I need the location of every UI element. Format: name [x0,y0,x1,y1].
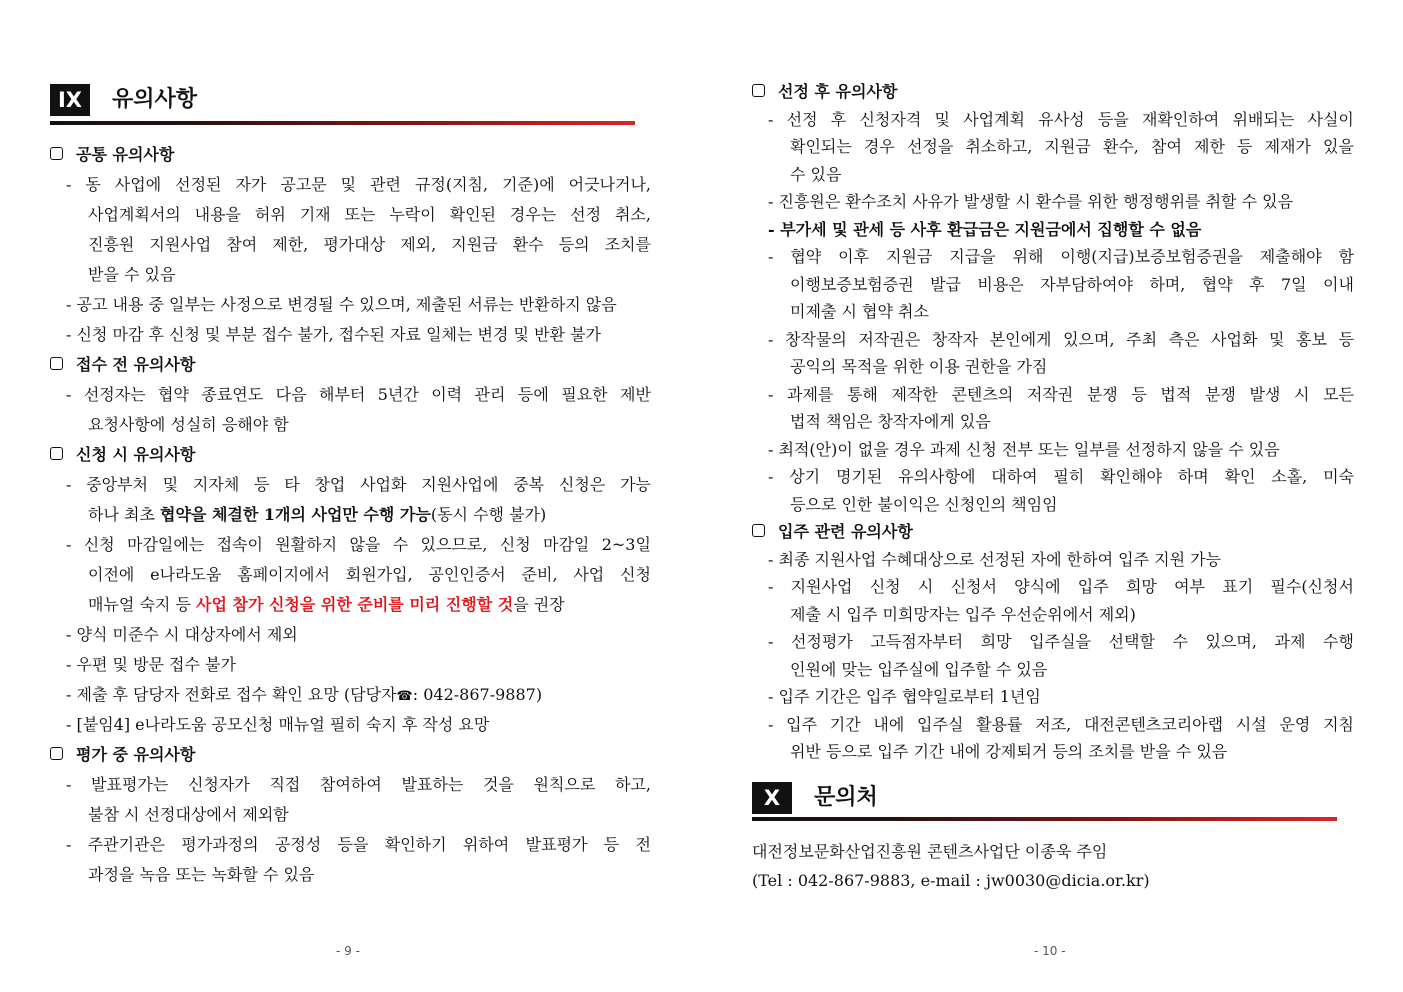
contact-details: (Tel : 042-867-9883, e-mail : jw0030@dicia.or.kr) [752,871,1150,890]
list-item-continuation: 미제출 시 협약 취소 [790,302,929,321]
checkbox-square-icon [50,147,63,160]
subsection-heading-after: 선정 후 유의사항 [752,78,1358,106]
list-item-continuation: 공익의 목적을 위한 이용 권한을 가짐 [790,357,1048,376]
section-title: 문의처 [814,785,878,810]
section-numeral: X [752,782,792,814]
list-item: - 최적(안)이 없을 경우 과제 신청 전부 또는 일부를 선정하지 않을 수 있음 [768,439,1280,459]
list-item: - 선정 후 신청자격 및 사업계획 유사성 등을 재확인하여 위배되는 사실이 [768,109,1354,129]
list-item: - 신청 마감 후 신청 및 부분 접수 불가, 접수된 자료 일체는 변경 및 반환 불가 [66,325,602,344]
right-content-notes [752,78,1358,766]
list-item: - [붙임4] e나라도움 공모신청 매뉴얼 필히 숙지 후 작성 요망 [66,715,490,734]
page-left [0,0,700,992]
list-item: - 입주 기간은 입주 협약일로부터 1년임 [768,687,1041,706]
list-item: - 선정평가 고득점자부터 희망 입주실을 선택할 수 있으며, 과제 수행 [768,632,1354,651]
page-number: - 9 - [336,944,360,958]
section-header-x [752,782,1052,814]
section-numeral: IX [50,84,90,116]
subsection-heading-common: 공통 유의사항 [50,140,655,170]
list-item-continuation: 사업계획서의 내용을 허위 기재 또는 누락이 확인된 경우는 선정 취소, [88,205,651,224]
list-item-continuation: 확인되는 경우 선정을 취소하고, 지원금 환수, 참여 제한 등 제재가 있을 [790,137,1354,156]
list-item-continuation: 불참 시 선정대상에서 제외함 [88,805,289,824]
list-item-continuation: 이행보증보험증권 발급 비용은 자부담하여야 하며, 협약 후 7일 이내 [790,274,1354,294]
list-item: - 입주 기간 내에 입주실 활용률 저조, 대전콘텐츠코리아랩 시설 운영 지침 [768,714,1354,734]
section-rule [50,121,635,125]
list-item: - 제출 후 담당자 전화로 접수 확인 요망 (담당자☎: 042-867-9887) [66,685,543,704]
list-item: - 선정자는 협약 종료연도 다음 해부터 5년간 이력 관리 등에 필요한 제반 [66,385,651,404]
checkbox-square-icon [50,357,63,370]
list-item-bold: - 부가세 및 관세 등 사후 환급금은 지원금에서 집행할 수 없음 [768,219,1202,239]
checkbox-square-icon [50,447,63,460]
list-item-continuation: 하나 최초 협약을 체결한 1개의 사업만 수행 가능(동시 수행 불가) [88,505,547,524]
list-item-continuation: 과정을 녹음 또는 녹화할 수 있음 [88,865,315,884]
subsection-heading-before: 접수 전 유의사항 [50,350,655,380]
list-item-continuation: 등으로 인한 불이익은 신청인의 책임임 [790,494,1058,514]
list-item-continuation: 법적 책임은 창작자에게 있음 [790,412,991,431]
subsection-heading-move-in: 입주 관련 유의사항 [752,518,1358,546]
list-item: - 양식 미준수 시 대상자에서 제외 [66,625,298,644]
bold-emphasis: 협약을 체결한 1개의 사업만 수행 가능 [160,505,431,524]
page-right [702,0,1402,992]
list-item: - 창작물의 저작권은 창작자 본인에게 있으며, 주최 측은 사업화 및 홍보 등 [768,329,1354,349]
subsection-heading-apply: 신청 시 유의사항 [50,440,655,470]
contact-info [752,837,1352,895]
list-item: - 공고 내용 중 일부는 사정으로 변경될 수 있으며, 제출된 서류는 반환하지 않음 [66,295,617,314]
left-content [50,140,655,890]
list-item: - 우편 및 방문 접수 불가 [66,655,236,674]
list-item-continuation: 인원에 맞는 입주실에 입주할 수 있음 [790,659,1048,679]
list-item-continuation: 위반 등으로 입주 기간 내에 강제퇴거 등의 조치를 받을 수 있음 [790,742,1228,761]
list-item: - 동 사업에 선정된 자가 공고문 및 관련 규정(지침, 기준)에 어긋나거나, [66,175,651,194]
list-item: - 협약 이후 지원금 지급을 위해 이행(지급)보증보험증권을 제출해야 함 [768,247,1354,266]
section-title: 유의사항 [112,87,198,112]
list-item-continuation: 매뉴얼 숙지 등 사업 참가 신청을 위한 준비를 미리 진행할 것을 권장 [88,595,565,614]
red-emphasis: 사업 참가 신청을 위한 준비를 미리 진행할 것 [196,595,514,614]
list-item-continuation: 진흥원 지원사업 참여 제한, 평가대상 제외, 지원금 환수 등의 조치를 [88,235,651,254]
list-item: - 최종 지원사업 수혜대상으로 선정된 자에 한하여 입주 지원 가능 [768,549,1222,569]
list-item: - 주관기관은 평가과정의 공정성 등을 확인하기 위하여 발표평가 등 전 [66,835,651,854]
list-item-continuation: 요청사항에 성실히 응해야 함 [88,415,289,434]
checkbox-square-icon [50,747,63,760]
list-item: - 상기 명기된 유의사항에 대하여 필히 확인해야 하며 확인 소홀, 미숙 [768,467,1354,486]
subsection-heading-eval: 평가 중 유의사항 [50,740,655,770]
list-item-continuation: 이전에 e나라도움 홈페이지에서 회원가입, 공인인증서 준비, 사업 신청 [88,565,651,584]
section-rule [752,817,1337,821]
list-item-continuation: 수 있음 [790,164,842,184]
section-header-ix [50,84,350,116]
list-item: - 중앙부처 및 지자체 등 타 창업 사업화 지원사업에 중복 신청은 가능 [66,475,651,494]
list-item: - 과제를 통해 제작한 콘텐츠의 저작권 분쟁 등 법적 분쟁 발생 시 모든 [768,384,1354,404]
list-item: - 신청 마감일에는 접속이 원활하지 않을 수 있으므로, 신청 마감일 2~3일 [66,535,651,554]
checkbox-square-icon [752,84,765,97]
list-item: - 발표평가는 신청자가 직접 참여하여 발표하는 것을 원칙으로 하고, [66,775,651,794]
list-item: - 지원사업 신청 시 신청서 양식에 입주 희망 여부 표기 필수(신청서 [768,577,1354,596]
list-item-continuation: 받을 수 있음 [88,265,176,284]
page-number: - 10 - [1034,944,1066,958]
phone-icon: ☎ [396,689,413,704]
contact-organization: 대전정보문화산업진흥원 콘텐츠사업단 이종욱 주임 [752,842,1108,861]
list-item: - 진흥원은 환수조치 사유가 발생할 시 환수를 위한 행정행위를 취할 수 있음 [768,192,1294,211]
list-item-continuation: 제출 시 입주 미희망자는 입주 우선순위에서 제외) [790,604,1136,624]
checkbox-square-icon [752,524,765,537]
